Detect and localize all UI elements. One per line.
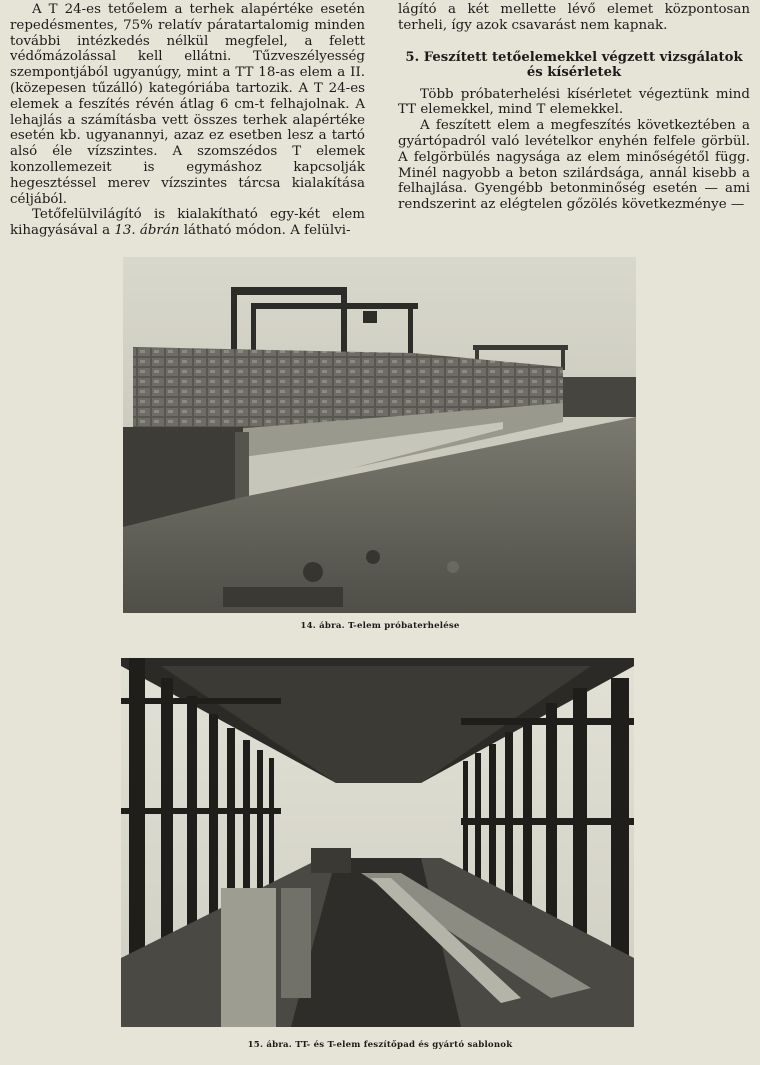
paragraph-continuation: lágító a két mellette lévő elemet központosan terheli, így azok csavarást nem kapnak. bbox=[398, 2, 750, 33]
paragraph-text: Tetőfelülvilágító is kialakítható egy-két elem kihagyásával a bbox=[10, 207, 365, 239]
figure-14-photo bbox=[123, 257, 636, 613]
paragraph: Több próbaterhelési kísérletet végeztünk mind TT elemekkel, mind T elemekkel. bbox=[398, 86, 750, 118]
section-heading bbox=[398, 50, 750, 81]
section-heading-line: 5. Feszített tetőelemekkel végzett vizsgálatok bbox=[405, 49, 743, 65]
left-text-column bbox=[10, 2, 365, 239]
paragraph-text: látható módon. A felülvi- bbox=[179, 223, 351, 239]
paragraph: A T 24-es tetőelem a terhek alapértéke esetén repedésmentes, 75% relatív páratartalomig minden további intézkedés nélkül megfelel, a felett védőmázolással kell ellátni. Tűzveszélyesség szempontjából ugyanúgy, mint a TT 18-as elem a II. (közepesen tűzálló) kategóriába tartozik. A T 24-es elemek a feszítés révén átlag 6 cm-t felhajolnak. A lehajlás a számításba vett összes terhek alapértéke esetén kb. ugyanannyi, azaz ez esetben lesz a tartó alsó éle vízszintes. A szomszédos T elemek konzollemezeit is egymáshoz kapcsolják hegesztéssel merev vízszintes tárcsa kialakítása céljából. bbox=[10, 2, 365, 207]
paragraph: A feszített elem a megfeszítés következtében a gyártópadról való levételkor enyhén felfele görbül. A felgörbülés nagysága az elem minőségétől függ. Minél nagyobb a beton szilárdsága, annál kisebb a felhajlása. Gyengébb betonminőség esetén — ami rendszerint az elégtelen gőzölés következménye — bbox=[398, 118, 750, 213]
figure-15-caption: 15. ábra. TT- és T-elem feszítőpad és gyártó sablonok bbox=[247, 1040, 513, 1050]
right-text-column bbox=[398, 2, 750, 213]
figure-15-photo bbox=[121, 658, 634, 1027]
paragraph bbox=[10, 207, 365, 239]
section-heading-line: és kísérletek bbox=[526, 65, 622, 81]
figure-14-caption: 14. ábra. T-elem próbaterhelése bbox=[300, 621, 460, 631]
figure-reference: 13. ábrán bbox=[114, 223, 180, 239]
